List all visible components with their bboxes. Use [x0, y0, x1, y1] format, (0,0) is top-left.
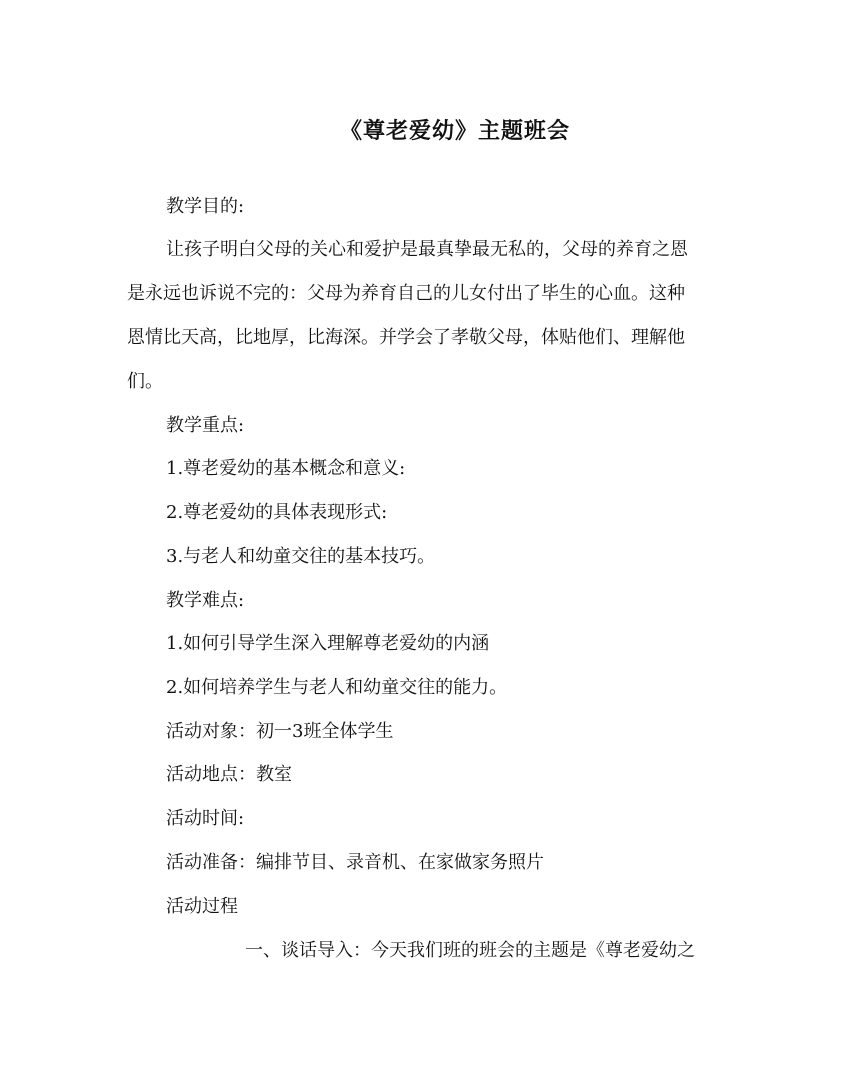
key-point-item: 3.与老人和幼童交往的基本技巧。 [166, 546, 436, 567]
activity-process-heading: 活动过程 [166, 896, 238, 917]
difficulty-item: 1.如何引导学生深入理解尊老爱幼的内涵 [166, 633, 490, 654]
activity-time: 活动时间: [166, 808, 245, 829]
difficulty-item: 2.如何培养学生与老人和幼童交往的能力。 [166, 677, 508, 698]
objective-line-2: 是永远也诉说不完的：父母为养育自己的儿女付出了毕生的心血。这种 [127, 283, 685, 304]
key-point-item: 2.尊老爱幼的具体表现形式: [166, 502, 388, 523]
key-points-heading: 教学重点: [166, 415, 245, 436]
activity-prep: 活动准备：编排节目、录音机、在家做家务照片 [166, 852, 544, 873]
document-title: 《尊老爱幼》主题班会 [339, 118, 570, 144]
difficulties-heading: 教学难点: [166, 590, 245, 611]
key-point-item: 1.尊老爱幼的基本概念和意义: [166, 458, 406, 479]
activity-target: 活动对象：初一3班全体学生 [166, 721, 394, 742]
intro-line: 一、谈话导入：今天我们班的班会的主题是《尊老爱幼之 [245, 940, 695, 961]
objective-line-4: 们。 [127, 371, 163, 392]
objective-line-1: 让孩子明白父母的关心和爱护是最真挚最无私的，父母的养育之恩 [166, 239, 688, 260]
objective-line-3: 恩情比天高，比地厚，比海深。并学会了孝敬父母，体贴他们、理解他 [127, 327, 685, 348]
objective-heading: 教学目的: [166, 196, 245, 217]
activity-location: 活动地点：教室 [166, 764, 292, 785]
